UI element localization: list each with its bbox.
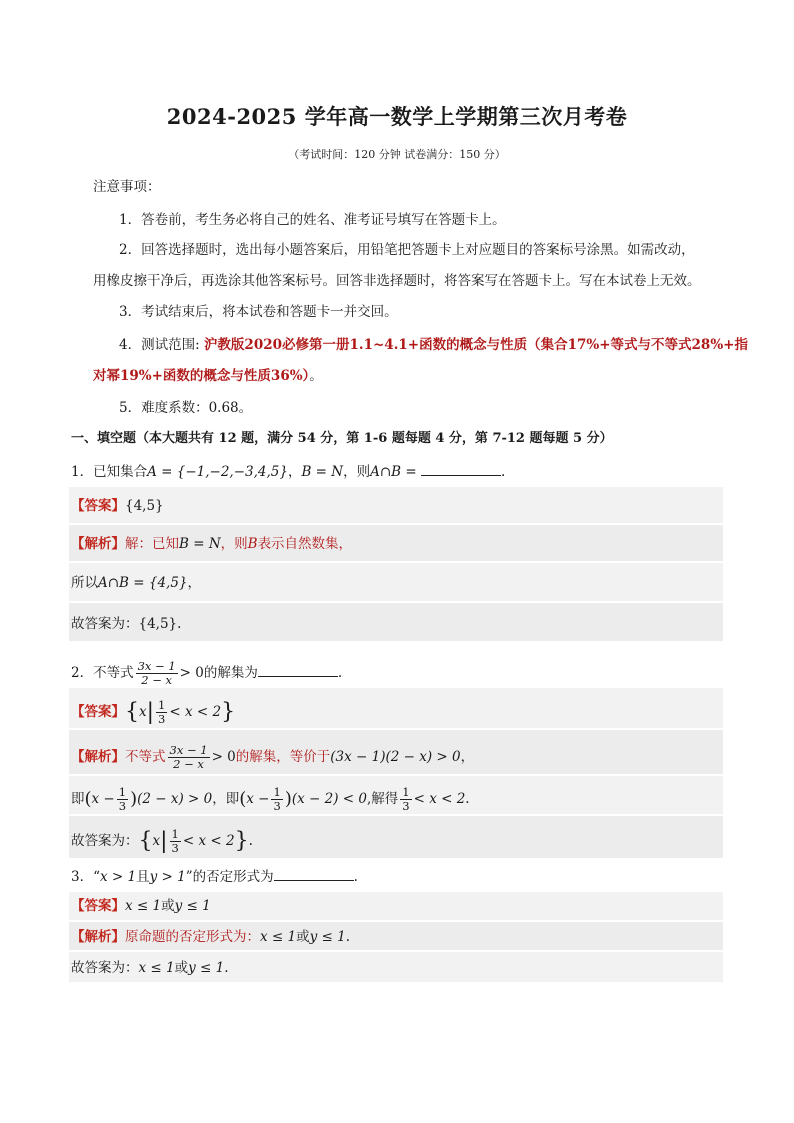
page-title: 2024-2025 学年高一数学上学期第三次月考卷 — [166, 104, 628, 129]
question-2: 2．不等式 $\frac{3x - 1}{2 - x}$ > 0的解集为 . — [71, 659, 343, 687]
q2-analysis: 【解析】不等式 $\frac{3x - 1}{2 - x}$ > 0的解集，等价于(3x − 1)(2 − x) > 0， — [71, 743, 475, 771]
notice-item-1: 1．答卷前，考生务必将自己的姓名、准考证号填写在答题卡上。 — [119, 212, 506, 228]
exam-info: （考试时间：120 分钟 试卷满分：150 分） — [288, 148, 506, 161]
q3-final: 故答案为：x ≤ 1或y ≤ 1. — [71, 960, 229, 976]
q2-analysis-line2: 即(x − $\frac{1}{3}$ )(2 − x) > 0，即(x − $\frac{1}{3}$ )(x − 2) < 0,解得 $\frac{1}{3}$ < x < 2. — [71, 785, 470, 813]
notice-item-4-scope-cont: 对幂19%+函数的概念与性质36%） — [93, 368, 310, 384]
notice-item-4-line1 — [119, 336, 748, 354]
q1-answer: 【答案】{4,5} — [71, 498, 164, 514]
q2-final: 故答案为：{x| $\frac{1}{3}$ < x < 2}. — [71, 827, 253, 855]
notice-item-4-line2: 对幂19%+函数的概念与性质36%）。 — [93, 368, 323, 384]
notice-item-5: 5．难度系数：0.68。 — [119, 400, 253, 416]
question-1: 1．已知集合A = {−1,−2,−3,4,5}，B = N，则A∩B = . — [71, 461, 505, 481]
q3-analysis: 【解析】原命题的否定形式为：x ≤ 1或y ≤ 1. — [71, 929, 351, 945]
answer-blank — [274, 866, 354, 881]
q3-answer: 【答案】x ≤ 1或y ≤ 1 — [71, 898, 211, 914]
q1-analysis: 【解析】解：已知B = N，则B表示自然数集， — [71, 536, 353, 552]
answer-band — [69, 487, 723, 523]
answer-blank — [258, 662, 338, 677]
notice-item-4-prefix: 4．测试范围: — [119, 337, 200, 353]
notice-item-2-line1: 2．回答选择题时，选出每小题答案后，用铅笔把答题卡上对应题目的答案标号涂黑。如需改动， — [119, 242, 695, 258]
q2-answer: 【答案】{x| $\frac{1}{3}$ < x < 2} — [71, 698, 236, 726]
notice-heading: 注意事项： — [93, 179, 161, 195]
q1-final: 故答案为：{4,5}. — [71, 616, 182, 632]
notice-item-2-line2: 用橡皮擦干净后，再选涂其他答案标号。回答非选择题时，将答案写在答题卡上。写在本试卷上无效。 — [93, 273, 701, 289]
section-heading: 一、填空题（本大题共有 12 题，满分 54 分，第 1-6 题每题 4 分，第 7-12 题每题 5 分） — [71, 431, 613, 446]
notice-item-3: 3．考试结束后，将本试卷和答题卡一并交回。 — [119, 304, 398, 320]
question-3: 3．“x > 1且y > 1”的否定形式为 . — [71, 866, 358, 886]
notice-item-4-scope: 沪教版2020必修第一册1.1~4.1+函数的概念与性质（集合17%+等式与不等式28%+指 — [203, 337, 748, 353]
answer-blank — [421, 461, 501, 476]
q1-analysis-line2: 所以A∩B = {4,5}， — [71, 575, 202, 591]
